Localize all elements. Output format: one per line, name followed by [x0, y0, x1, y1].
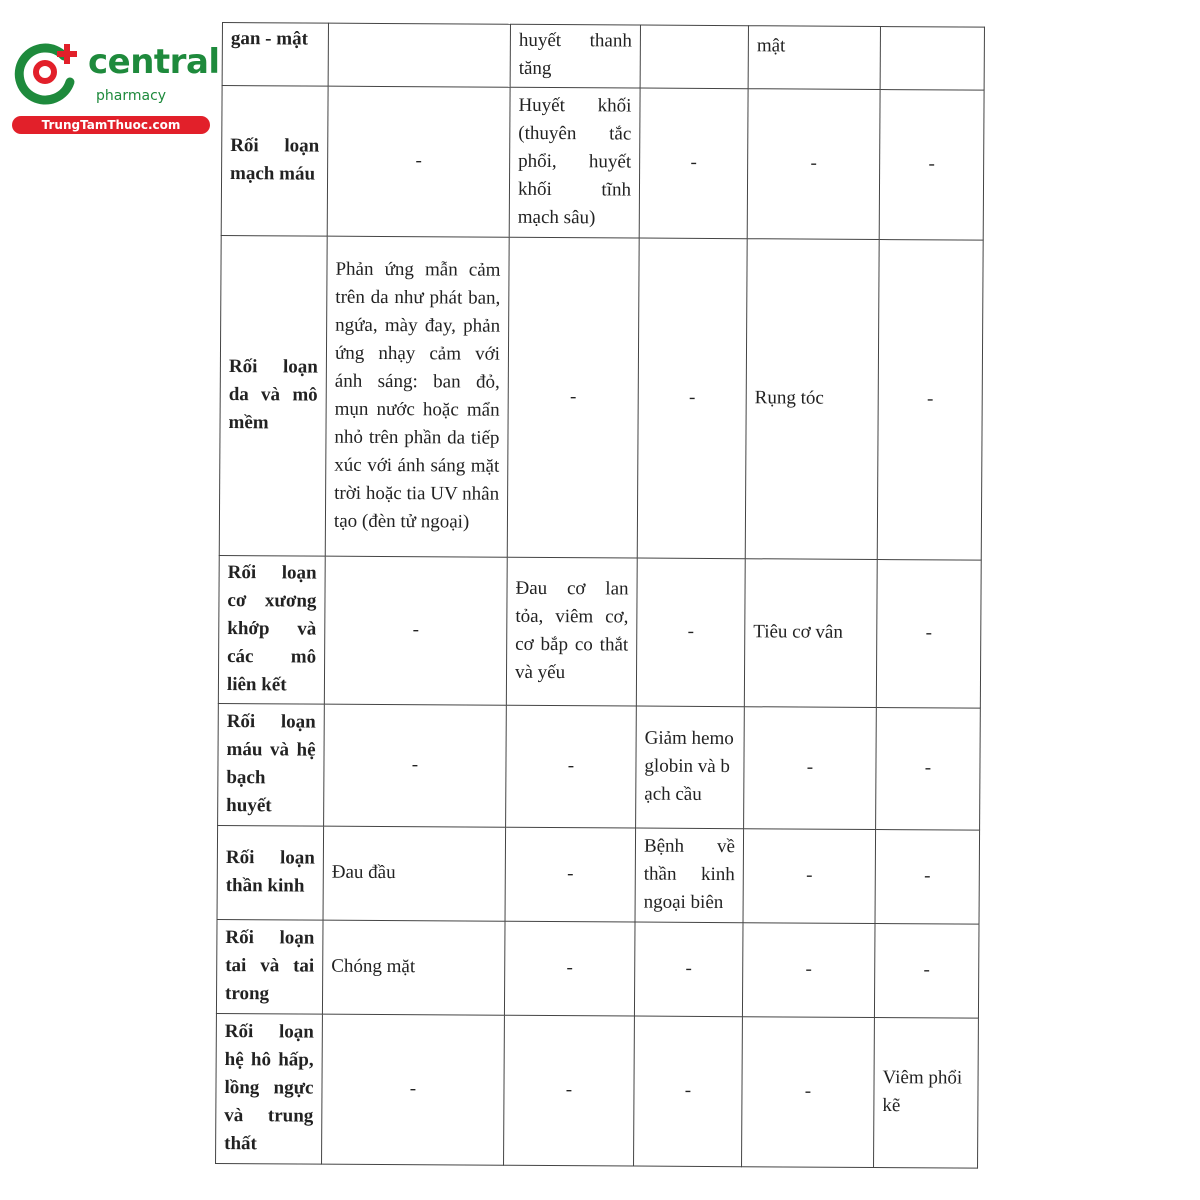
- scanned-document-page: [215, 22, 1000, 1177]
- table-cell: huyết thanh tăng: [510, 24, 640, 88]
- table-cell: -: [742, 923, 875, 1018]
- table-cell: [880, 27, 984, 91]
- table-cell: -: [637, 238, 747, 559]
- table-cell: Tiêu cơ vân: [744, 559, 877, 708]
- table-cell: -: [504, 921, 635, 1016]
- row-category: gan - mật: [222, 23, 328, 87]
- table-cell: Viêm phổi kẽ: [874, 1018, 979, 1169]
- table-cell: -: [634, 922, 743, 1017]
- table-cell: Đau đầu: [323, 826, 506, 921]
- table-cell: -: [747, 89, 880, 240]
- central-pharmacy-logo: [8, 36, 218, 136]
- row-category: Rối loạn thần kinh: [217, 825, 324, 920]
- table-cell: -: [504, 1015, 635, 1166]
- table-cell: -: [639, 88, 748, 239]
- table-cell: Chóng mặt: [322, 920, 505, 1015]
- table-cell: -: [636, 558, 745, 707]
- row-category: Rối loạn mạch máu: [221, 86, 328, 237]
- table-cell: -: [506, 705, 637, 828]
- table-row: [221, 86, 984, 241]
- table-cell: -: [877, 240, 983, 561]
- table-row: [218, 703, 981, 830]
- table-row: [218, 555, 981, 708]
- table-cell: -: [742, 1017, 875, 1168]
- logo-website: TrungTamThuoc.com: [12, 116, 210, 134]
- table-cell: Rụng tóc: [745, 239, 879, 560]
- table-cell: [640, 25, 748, 89]
- table-cell: [328, 23, 510, 87]
- table-cell: -: [874, 924, 979, 1019]
- row-category: Rối loạn tai và tai trong: [216, 919, 323, 1014]
- row-category: Rối loạn hệ hô hấp, lồng ngực và trung thất: [216, 1013, 323, 1164]
- logo-brand-name: central: [88, 42, 220, 82]
- row-category: Rối loạn cơ xương khớp và các mô liên kết: [218, 555, 325, 704]
- table-row: [217, 825, 980, 924]
- table-cell: -: [327, 86, 510, 237]
- table-cell: -: [879, 90, 984, 241]
- table-row: [216, 919, 979, 1018]
- table-cell: -: [505, 827, 636, 922]
- table-cell: -: [324, 704, 507, 827]
- table-cell: Bệnh về thần kinh ngoại biên: [635, 828, 744, 923]
- logo-subtitle: pharmacy: [96, 88, 167, 104]
- table-cell: -: [876, 708, 981, 831]
- table-cell: -: [507, 237, 639, 558]
- table-cell: -: [875, 830, 980, 925]
- row-category: Rối loạn da và mô mềm: [219, 235, 327, 556]
- table-cell: Phản ứng mẫn cảm trên da như phát ban, ngứa, mày đay, phản ứng nhạy cảm với ánh sáng: ban đỏ, mụn nước hoặc mẩn nhỏ trên phần da tiếp xúc với ánh sáng mặt trời hoặc tia UV nhân tạo (đèn tử ngoại): [325, 236, 509, 557]
- table-cell: -: [324, 556, 507, 705]
- table-row: [216, 1013, 979, 1168]
- table-cell: -: [743, 829, 876, 924]
- table-row: [222, 23, 984, 91]
- table-cell: -: [634, 1016, 743, 1167]
- row-category: Rối loạn máu và hệ bạch huyết: [218, 703, 325, 826]
- table-cell: -: [744, 707, 877, 830]
- table-cell: Đau cơ lan tỏa, viêm cơ, cơ bắp co thắt và yếu: [506, 557, 637, 706]
- table-row: [219, 235, 983, 560]
- table-cell: Huyết khối (thuyên tắc phổi, huyết khối tĩnh mạch sâu): [509, 87, 640, 238]
- table-cell: -: [322, 1014, 505, 1165]
- table-cell: -: [876, 560, 981, 709]
- table-cell: Giảm hemoglobin và bạch cầu: [636, 706, 745, 829]
- pharmacy-cross-logo-icon: [12, 38, 82, 108]
- table-cell: mật: [748, 26, 880, 90]
- adverse-effects-table: [215, 22, 985, 1169]
